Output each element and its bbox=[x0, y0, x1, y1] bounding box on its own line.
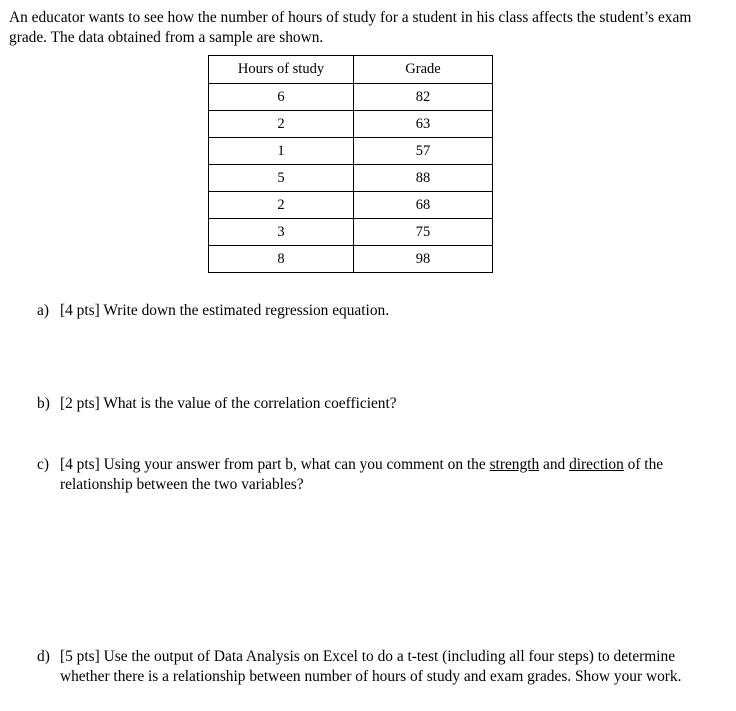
underlined-strength: strength bbox=[489, 456, 540, 473]
header-grade: Grade bbox=[354, 56, 493, 84]
cell-grade: 82 bbox=[354, 84, 493, 111]
question-d-line-1 bbox=[37, 647, 727, 667]
data-table bbox=[208, 55, 493, 273]
question-d-letter: d) bbox=[37, 648, 50, 665]
question-b bbox=[37, 394, 727, 414]
cell-hours: 8 bbox=[209, 246, 354, 273]
cell-grade: 98 bbox=[354, 246, 493, 273]
cell-grade: 75 bbox=[354, 219, 493, 246]
intro-line-1: An educator wants to see how the number of hours of study for a student in his class affects the student’s exam bbox=[9, 9, 692, 26]
header-hours-of-study: Hours of study bbox=[209, 56, 354, 84]
question-c-text-mid: and bbox=[539, 456, 570, 473]
question-c bbox=[37, 455, 727, 495]
question-c-line-1 bbox=[37, 455, 727, 475]
cell-hours: 3 bbox=[209, 219, 354, 246]
question-b-letter: b) bbox=[37, 395, 50, 412]
question-a-line bbox=[37, 301, 727, 321]
question-c-letter: c) bbox=[37, 456, 49, 473]
intro-line-2: grade. The data obtained from a sample are shown. bbox=[9, 29, 324, 46]
question-a-text: [4 pts] Write down the estimated regression equation. bbox=[60, 302, 390, 319]
question-b-line bbox=[37, 394, 727, 414]
cell-hours: 5 bbox=[209, 165, 354, 192]
question-d-text-1: [5 pts] Use the output of Data Analysis on Excel to do a t-test (including all four steps) to determine bbox=[60, 648, 676, 665]
cell-hours: 2 bbox=[209, 192, 354, 219]
question-d-line-2: whether there is a relationship between number of hours of study and exam grades. Show your work. bbox=[60, 668, 682, 685]
cell-hours: 6 bbox=[209, 84, 354, 111]
question-c-line-2: relationship between the two variables? bbox=[60, 476, 304, 493]
question-d bbox=[37, 647, 727, 687]
table-row bbox=[209, 111, 493, 138]
table-row bbox=[209, 219, 493, 246]
cell-grade: 57 bbox=[354, 138, 493, 165]
cell-grade: 68 bbox=[354, 192, 493, 219]
question-b-text: [2 pts] What is the value of the correlation coefficient? bbox=[60, 395, 397, 412]
table-row bbox=[209, 138, 493, 165]
question-a-letter: a) bbox=[37, 302, 49, 319]
cell-grade: 88 bbox=[354, 165, 493, 192]
table-row bbox=[209, 246, 493, 273]
question-c-text-pre: [4 pts] Using your answer from part b, what can you comment on the bbox=[60, 456, 490, 473]
table-row bbox=[209, 192, 493, 219]
table-header-row bbox=[209, 56, 493, 84]
question-a bbox=[37, 301, 727, 321]
cell-grade: 63 bbox=[354, 111, 493, 138]
intro-paragraph bbox=[9, 8, 729, 48]
table-row bbox=[209, 84, 493, 111]
table-row bbox=[209, 165, 493, 192]
cell-hours: 1 bbox=[209, 138, 354, 165]
question-c-text-post: of the bbox=[623, 456, 664, 473]
underlined-direction: direction bbox=[569, 456, 624, 473]
cell-hours: 2 bbox=[209, 111, 354, 138]
